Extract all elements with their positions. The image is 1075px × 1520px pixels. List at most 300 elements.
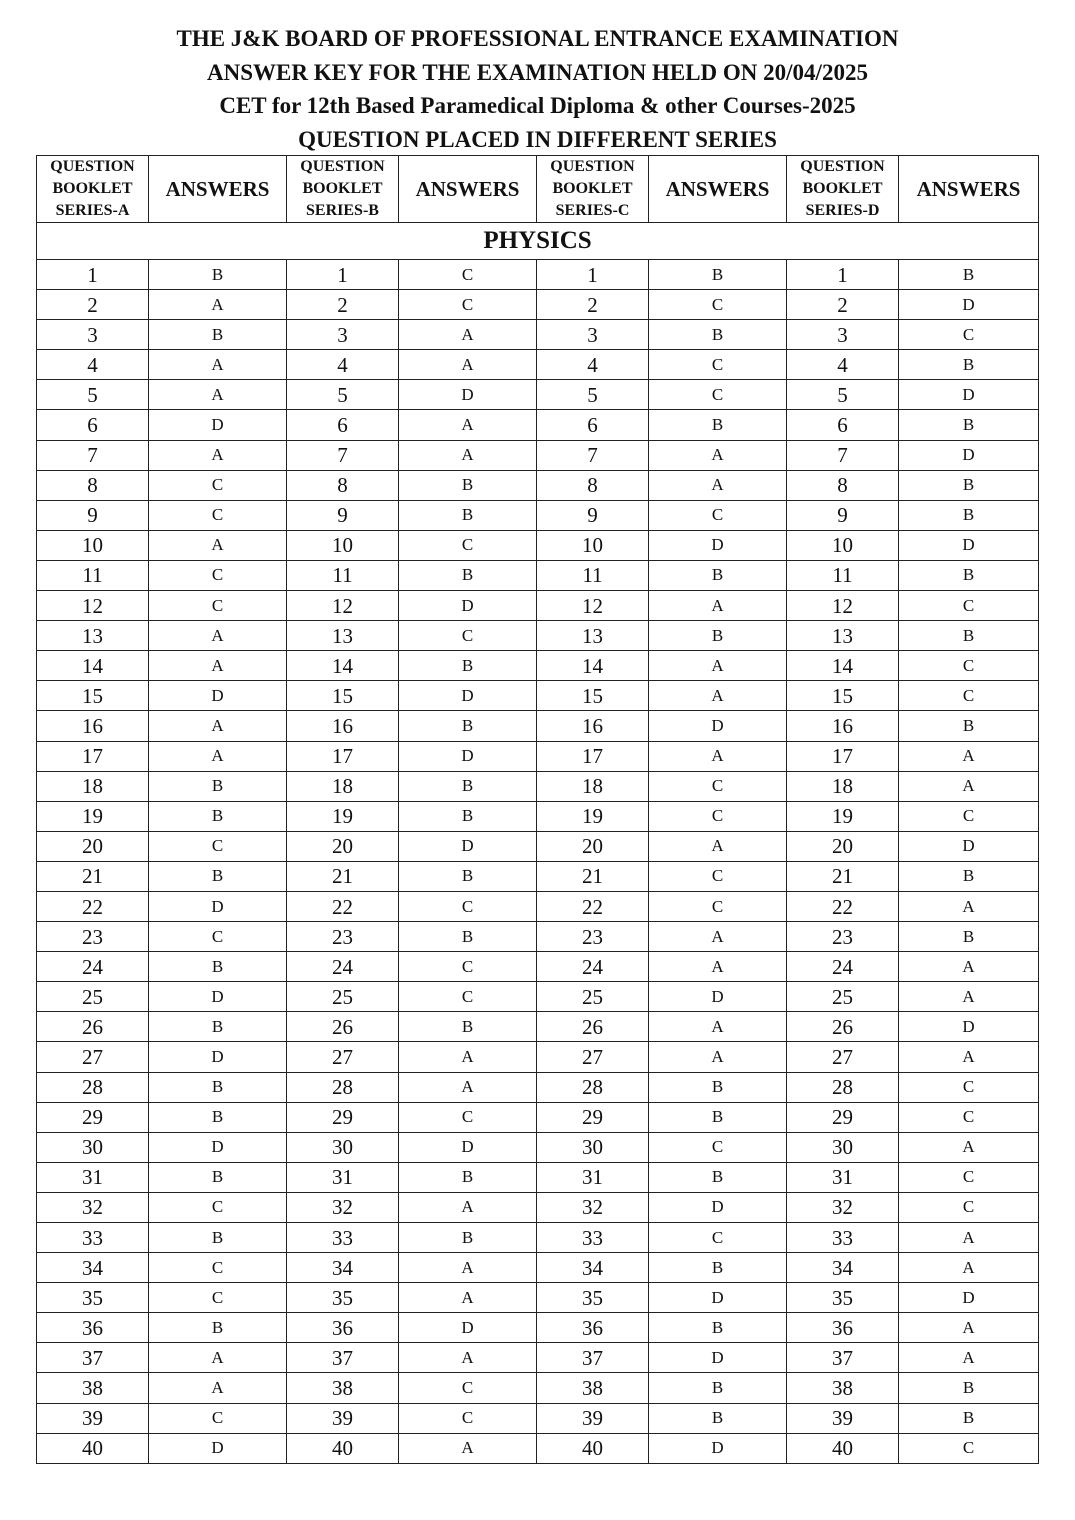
answer-series-b: B [399, 560, 537, 590]
question-number-series-c: 34 [537, 1253, 649, 1283]
question-number-series-b: 8 [287, 470, 399, 500]
answer-series-b: D [399, 741, 537, 771]
table-row [37, 591, 1039, 621]
answer-series-b: C [399, 1403, 537, 1433]
answer-key-title: ANSWER KEY FOR THE EXAMINATION HELD ON 20/04/2025 [207, 59, 868, 85]
question-number-series-c: 35 [537, 1283, 649, 1313]
question-number-series-a: 37 [37, 1343, 149, 1373]
table-row [37, 380, 1039, 410]
question-number-series-a: 20 [37, 831, 149, 861]
table-row [37, 1102, 1039, 1132]
question-number-series-d: 9 [787, 500, 899, 530]
question-number-series-b: 10 [287, 530, 399, 560]
question-number-series-d: 1 [787, 260, 899, 290]
table-row [37, 530, 1039, 560]
question-number-series-d: 36 [787, 1313, 899, 1343]
answer-series-b: C [399, 891, 537, 921]
question-number-series-c: 38 [537, 1373, 649, 1403]
answer-series-a: D [149, 681, 287, 711]
answer-series-b: B [399, 651, 537, 681]
answer-series-a: B [149, 771, 287, 801]
question-number-series-d: 4 [787, 350, 899, 380]
document-header [0, 0, 1075, 156]
answer-series-c: A [649, 651, 787, 681]
question-number-series-c: 30 [537, 1132, 649, 1162]
table-row [37, 1373, 1039, 1403]
question-number-series-b: 38 [287, 1373, 399, 1403]
answer-series-d: A [899, 741, 1039, 771]
question-number-series-d: 14 [787, 651, 899, 681]
answer-series-a: A [149, 621, 287, 651]
question-number-series-a: 40 [37, 1433, 149, 1463]
answer-series-a: A [149, 290, 287, 320]
answer-series-b: B [399, 470, 537, 500]
question-number-series-b: 11 [287, 560, 399, 590]
question-number-series-c: 13 [537, 621, 649, 651]
answer-series-b: B [399, 861, 537, 891]
question-number-series-d: 5 [787, 380, 899, 410]
answer-series-b: B [399, 1223, 537, 1253]
answer-series-c: A [649, 741, 787, 771]
answer-series-c: C [649, 1223, 787, 1253]
answer-series-d: A [899, 891, 1039, 921]
answer-series-c: B [649, 410, 787, 440]
answer-series-b: C [399, 982, 537, 1012]
answer-series-b: B [399, 801, 537, 831]
answer-series-a: D [149, 410, 287, 440]
table-row [37, 500, 1039, 530]
answer-series-a: C [149, 1192, 287, 1222]
answer-series-b: B [399, 771, 537, 801]
question-number-series-b: 18 [287, 771, 399, 801]
table-row [37, 1433, 1039, 1463]
answers-header-series-a: ANSWERS [149, 156, 287, 223]
answer-series-a: B [149, 260, 287, 290]
question-number-series-b: 9 [287, 500, 399, 530]
question-number-series-c: 4 [537, 350, 649, 380]
answer-series-d: A [899, 982, 1039, 1012]
question-number-series-d: 10 [787, 530, 899, 560]
answer-series-c: D [649, 1433, 787, 1463]
question-number-series-a: 3 [37, 320, 149, 350]
question-number-series-a: 30 [37, 1132, 149, 1162]
question-number-series-a: 10 [37, 530, 149, 560]
answer-series-d: B [899, 922, 1039, 952]
question-number-series-a: 27 [37, 1042, 149, 1072]
answer-series-b: A [399, 1283, 537, 1313]
question-number-series-c: 6 [537, 410, 649, 440]
answer-series-a: B [149, 1072, 287, 1102]
question-number-series-b: 29 [287, 1102, 399, 1132]
table-row [37, 681, 1039, 711]
question-number-series-d: 25 [787, 982, 899, 1012]
answer-series-b: C [399, 952, 537, 982]
answer-series-d: A [899, 952, 1039, 982]
answer-series-d: D [899, 380, 1039, 410]
question-number-series-d: 29 [787, 1102, 899, 1132]
question-number-series-c: 39 [537, 1403, 649, 1433]
question-number-series-a: 12 [37, 591, 149, 621]
answer-series-a: B [149, 1223, 287, 1253]
question-number-series-a: 2 [37, 290, 149, 320]
question-number-series-c: 26 [537, 1012, 649, 1042]
answer-series-d: B [899, 621, 1039, 651]
question-number-series-d: 6 [787, 410, 899, 440]
answer-series-b: A [399, 410, 537, 440]
question-number-series-a: 33 [37, 1223, 149, 1253]
answer-series-a: C [149, 1253, 287, 1283]
answer-series-a: B [149, 1102, 287, 1132]
answers-header-series-b: ANSWERS [399, 156, 537, 223]
question-number-series-a: 35 [37, 1283, 149, 1313]
question-number-series-b: 2 [287, 290, 399, 320]
answer-series-b: A [399, 1192, 537, 1222]
answer-series-c: A [649, 440, 787, 470]
question-number-series-c: 22 [537, 891, 649, 921]
question-number-series-a: 28 [37, 1072, 149, 1102]
question-number-series-b: 24 [287, 952, 399, 982]
table-row [37, 1132, 1039, 1162]
answer-series-c: C [649, 500, 787, 530]
answer-series-b: D [399, 681, 537, 711]
answer-series-d: A [899, 1253, 1039, 1283]
answer-series-d: B [899, 470, 1039, 500]
answer-series-a: B [149, 1012, 287, 1042]
answer-series-b: A [399, 440, 537, 470]
answer-series-b: C [399, 1373, 537, 1403]
column-header-row [37, 156, 1039, 223]
question-number-series-a: 14 [37, 651, 149, 681]
table-row [37, 831, 1039, 861]
question-number-series-c: 17 [537, 741, 649, 771]
question-number-series-d: 19 [787, 801, 899, 831]
answer-series-c: A [649, 591, 787, 621]
question-number-series-d: 11 [787, 560, 899, 590]
table-row [37, 290, 1039, 320]
question-number-series-c: 37 [537, 1343, 649, 1373]
answer-series-d: D [899, 1012, 1039, 1042]
answer-series-b: A [399, 1042, 537, 1072]
table-row [37, 741, 1039, 771]
question-number-series-c: 5 [537, 380, 649, 410]
answer-series-a: C [149, 1283, 287, 1313]
question-number-series-a: 1 [37, 260, 149, 290]
answer-series-b: A [399, 350, 537, 380]
answer-series-b: B [399, 711, 537, 741]
question-number-series-a: 34 [37, 1253, 149, 1283]
answer-series-a: A [149, 741, 287, 771]
question-number-series-b: 28 [287, 1072, 399, 1102]
answer-series-c: A [649, 922, 787, 952]
answer-series-a: B [149, 952, 287, 982]
question-number-series-c: 16 [537, 711, 649, 741]
question-number-series-c: 32 [537, 1192, 649, 1222]
answer-series-b: A [399, 1433, 537, 1463]
answer-series-a: C [149, 1403, 287, 1433]
table-row [37, 1072, 1039, 1102]
answer-series-a: B [149, 861, 287, 891]
question-number-series-c: 24 [537, 952, 649, 982]
question-number-series-b: 16 [287, 711, 399, 741]
question-number-series-b: 34 [287, 1253, 399, 1283]
table-row [37, 952, 1039, 982]
question-number-series-d: 39 [787, 1403, 899, 1433]
answer-series-b: A [399, 320, 537, 350]
answer-series-c: D [649, 1192, 787, 1222]
answer-series-c: C [649, 380, 787, 410]
answer-series-b: A [399, 1343, 537, 1373]
answer-series-b: D [399, 1132, 537, 1162]
exam-title: CET for 12th Based Paramedical Diploma & other Courses-2025 [219, 93, 856, 118]
question-number-series-c: 29 [537, 1102, 649, 1132]
table-row [37, 771, 1039, 801]
question-header-series-b: QUESTION BOOKLET SERIES-B [287, 156, 399, 223]
answer-rows [37, 260, 1039, 1464]
answer-series-d: A [899, 1223, 1039, 1253]
question-number-series-b: 12 [287, 591, 399, 621]
question-number-series-c: 2 [537, 290, 649, 320]
answer-series-a: D [149, 1433, 287, 1463]
answer-series-d: C [899, 320, 1039, 350]
question-number-series-a: 32 [37, 1192, 149, 1222]
question-number-series-b: 17 [287, 741, 399, 771]
question-number-series-b: 37 [287, 1343, 399, 1373]
answer-series-b: C [399, 290, 537, 320]
table-row [37, 1253, 1039, 1283]
question-number-series-b: 5 [287, 380, 399, 410]
answer-series-d: B [899, 500, 1039, 530]
answer-series-d: A [899, 1343, 1039, 1373]
answer-series-c: B [649, 1102, 787, 1132]
answer-series-c: B [649, 1373, 787, 1403]
question-number-series-a: 11 [37, 560, 149, 590]
answer-series-a: B [149, 320, 287, 350]
answer-series-d: B [899, 1403, 1039, 1433]
answer-series-b: C [399, 260, 537, 290]
answer-series-d: B [899, 861, 1039, 891]
question-number-series-c: 9 [537, 500, 649, 530]
question-number-series-b: 26 [287, 1012, 399, 1042]
question-number-series-a: 21 [37, 861, 149, 891]
question-number-series-c: 7 [537, 440, 649, 470]
table-row [37, 861, 1039, 891]
question-number-series-b: 7 [287, 440, 399, 470]
answer-series-c: D [649, 1343, 787, 1373]
answer-series-c: A [649, 470, 787, 500]
table-row [37, 711, 1039, 741]
answer-series-c: B [649, 1313, 787, 1343]
question-number-series-a: 31 [37, 1162, 149, 1192]
answer-series-d: C [899, 1072, 1039, 1102]
question-number-series-d: 34 [787, 1253, 899, 1283]
answer-series-b: D [399, 831, 537, 861]
question-header-series-a: QUESTION BOOKLET SERIES-A [37, 156, 149, 223]
question-number-series-c: 28 [537, 1072, 649, 1102]
question-header-series-d: QUESTION BOOKLET SERIES-D [787, 156, 899, 223]
question-number-series-c: 8 [537, 470, 649, 500]
answer-series-b: D [399, 380, 537, 410]
question-number-series-b: 3 [287, 320, 399, 350]
answer-series-a: A [149, 1373, 287, 1403]
question-number-series-c: 12 [537, 591, 649, 621]
table-row [37, 1313, 1039, 1343]
question-number-series-c: 21 [537, 861, 649, 891]
question-number-series-a: 22 [37, 891, 149, 921]
question-number-series-d: 22 [787, 891, 899, 921]
answer-series-d: B [899, 560, 1039, 590]
question-number-series-b: 15 [287, 681, 399, 711]
question-number-series-c: 19 [537, 801, 649, 831]
question-number-series-b: 13 [287, 621, 399, 651]
answer-series-c: A [649, 1012, 787, 1042]
answer-series-c: B [649, 1162, 787, 1192]
answer-series-b: B [399, 1012, 537, 1042]
answer-series-a: A [149, 380, 287, 410]
question-number-series-c: 25 [537, 982, 649, 1012]
answer-series-c: B [649, 621, 787, 651]
answer-series-d: D [899, 440, 1039, 470]
table-row [37, 621, 1039, 651]
answer-series-a: A [149, 711, 287, 741]
question-number-series-a: 38 [37, 1373, 149, 1403]
question-number-series-d: 38 [787, 1373, 899, 1403]
table-row [37, 560, 1039, 590]
question-number-series-a: 6 [37, 410, 149, 440]
question-number-series-d: 27 [787, 1042, 899, 1072]
answer-series-c: C [649, 891, 787, 921]
answer-series-d: C [899, 1102, 1039, 1132]
answer-series-d: C [899, 1192, 1039, 1222]
table-row [37, 320, 1039, 350]
answers-header-series-c: ANSWERS [649, 156, 787, 223]
question-number-series-c: 14 [537, 651, 649, 681]
answer-series-c: B [649, 1403, 787, 1433]
answer-series-b: C [399, 1102, 537, 1132]
question-number-series-b: 32 [287, 1192, 399, 1222]
answer-series-b: B [399, 500, 537, 530]
question-number-series-a: 9 [37, 500, 149, 530]
answer-series-b: B [399, 1162, 537, 1192]
question-number-series-b: 33 [287, 1223, 399, 1253]
question-number-series-d: 8 [787, 470, 899, 500]
question-number-series-a: 16 [37, 711, 149, 741]
answer-series-c: B [649, 1253, 787, 1283]
answer-series-b: A [399, 1253, 537, 1283]
answer-series-a: B [149, 1313, 287, 1343]
question-number-series-c: 1 [537, 260, 649, 290]
answer-series-a: D [149, 891, 287, 921]
answer-series-c: B [649, 260, 787, 290]
question-number-series-b: 39 [287, 1403, 399, 1433]
question-number-series-a: 15 [37, 681, 149, 711]
question-number-series-b: 35 [287, 1283, 399, 1313]
answer-series-a: B [149, 1162, 287, 1192]
table-row [37, 470, 1039, 500]
question-number-series-d: 24 [787, 952, 899, 982]
answer-series-a: D [149, 1042, 287, 1072]
question-number-series-a: 23 [37, 922, 149, 952]
answer-series-d: C [899, 681, 1039, 711]
answer-series-c: D [649, 1283, 787, 1313]
table-row [37, 1042, 1039, 1072]
answer-series-d: C [899, 651, 1039, 681]
answer-series-a: D [149, 982, 287, 1012]
answer-series-a: C [149, 560, 287, 590]
question-number-series-a: 7 [37, 440, 149, 470]
table-row [37, 1343, 1039, 1373]
question-number-series-c: 23 [537, 922, 649, 952]
answer-series-d: C [899, 1433, 1039, 1463]
question-number-series-d: 35 [787, 1283, 899, 1313]
question-number-series-d: 7 [787, 440, 899, 470]
table-row [37, 891, 1039, 921]
answer-series-d: C [899, 1162, 1039, 1192]
question-number-series-d: 28 [787, 1072, 899, 1102]
answer-series-c: D [649, 711, 787, 741]
question-number-series-b: 27 [287, 1042, 399, 1072]
answer-series-c: A [649, 681, 787, 711]
question-number-series-c: 20 [537, 831, 649, 861]
answer-series-a: C [149, 922, 287, 952]
question-number-series-c: 40 [537, 1433, 649, 1463]
question-number-series-d: 31 [787, 1162, 899, 1192]
answer-series-d: A [899, 1042, 1039, 1072]
question-number-series-d: 18 [787, 771, 899, 801]
answer-series-a: A [149, 1343, 287, 1373]
table-row [37, 801, 1039, 831]
question-number-series-c: 36 [537, 1313, 649, 1343]
question-number-series-c: 11 [537, 560, 649, 590]
question-number-series-c: 31 [537, 1162, 649, 1192]
answer-series-d: A [899, 1132, 1039, 1162]
section-row [37, 223, 1039, 260]
question-number-series-d: 13 [787, 621, 899, 651]
answer-series-d: B [899, 1373, 1039, 1403]
question-number-series-c: 10 [537, 530, 649, 560]
question-header-series-c: QUESTION BOOKLET SERIES-C [537, 156, 649, 223]
question-number-series-d: 20 [787, 831, 899, 861]
answer-series-d: C [899, 591, 1039, 621]
answer-series-b: A [399, 1072, 537, 1102]
answer-series-b: C [399, 621, 537, 651]
question-number-series-d: 16 [787, 711, 899, 741]
table-row [37, 1162, 1039, 1192]
series-note: QUESTION PLACED IN DIFFERENT SERIES [298, 126, 777, 152]
question-number-series-c: 27 [537, 1042, 649, 1072]
answer-series-d: C [899, 801, 1039, 831]
question-number-series-c: 15 [537, 681, 649, 711]
answer-series-a: A [149, 530, 287, 560]
answer-series-a: A [149, 440, 287, 470]
question-number-series-d: 26 [787, 1012, 899, 1042]
table-row [37, 651, 1039, 681]
answer-series-c: C [649, 1132, 787, 1162]
question-number-series-a: 36 [37, 1313, 149, 1343]
question-number-series-d: 32 [787, 1192, 899, 1222]
answer-series-d: D [899, 1283, 1039, 1313]
question-number-series-c: 3 [537, 320, 649, 350]
question-number-series-b: 4 [287, 350, 399, 380]
answers-header-series-d: ANSWERS [899, 156, 1039, 223]
question-number-series-a: 18 [37, 771, 149, 801]
question-number-series-b: 40 [287, 1433, 399, 1463]
answer-series-a: D [149, 1132, 287, 1162]
table-row [37, 1283, 1039, 1313]
question-number-series-d: 3 [787, 320, 899, 350]
answer-series-a: C [149, 591, 287, 621]
table-row [37, 1192, 1039, 1222]
question-number-series-a: 25 [37, 982, 149, 1012]
